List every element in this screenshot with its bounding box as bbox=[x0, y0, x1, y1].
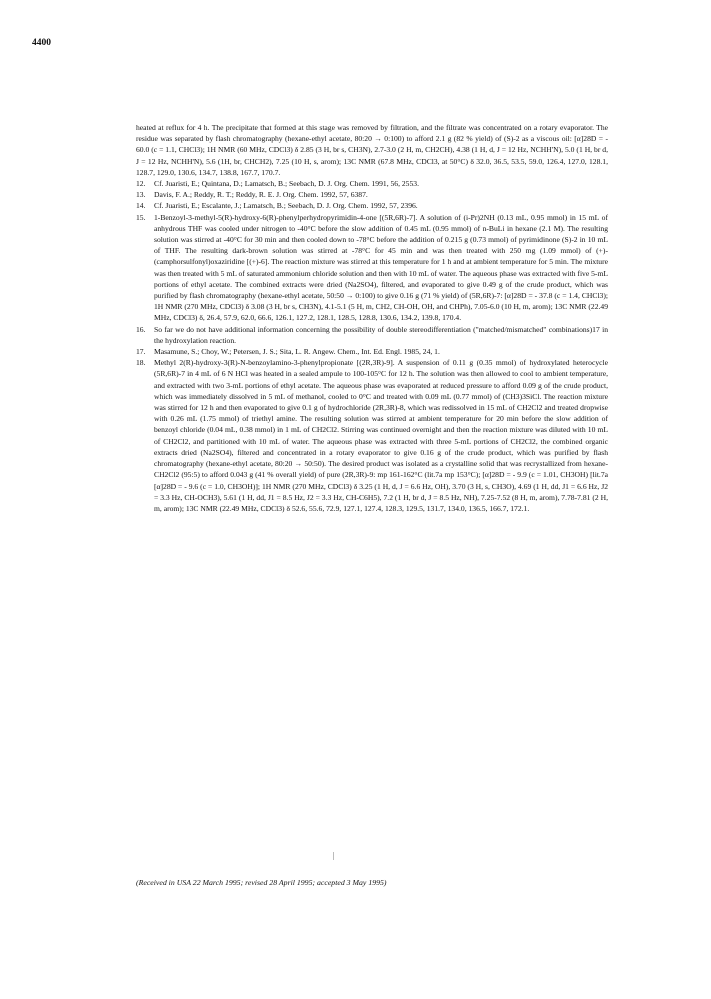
note-16 bbox=[136, 324, 608, 346]
note-12 bbox=[136, 178, 608, 189]
note-13 bbox=[136, 189, 608, 200]
page-number: 4400 bbox=[32, 38, 51, 48]
note-text: Masamune, S.; Choy, W.; Petersen, J. S.; Sita, L. R. Angew. Chem., Int. Ed. Engl. 1985, 24, 1. bbox=[154, 347, 440, 357]
note-text: So far we do not have additional information concerning the possibility of double stereodifferentiation ("matched/mismatched" combinations)17 in the hydroxylation reaction. bbox=[154, 324, 608, 345]
notes-body bbox=[136, 122, 608, 514]
note-number: 13. bbox=[136, 190, 146, 200]
note-number: 18. bbox=[136, 358, 146, 368]
continuation-paragraph: heated at reflux for 4 h. The precipitate that formed at this stage was removed by filtration, and the filtrate was concentrated on a rotary evaporator. The residue was separated by flash chromatography (hexane-ethyl acetate, 80:20 → 0:100) to afford 2.1 g (82 % yield) of (S)-2 as a viscous oil: [α]28D = - 60.0 (c = 1.1, CHCl3); 1H NMR (60 MHz, CDCl3) δ 2.85 (3 H, br s, CH3N), 2.7-3.0 (2 H, m, CH2CH), 4.38 (1 H, d, J = 12 Hz, NCHH'N), 5.0 (1 H, br d, J = 12 Hz, NCHH'N), 5.6 (1H, br, CHCH2), 7.25 (10 H, s, arom); 13C NMR (67.8 MHz, CDCl3, at 50°C) δ 32.0, 36.5, 53.5, 59.0, 126.4, 127.0, 128.1, 128.7, 129.0, 130.6, 134.7, 138.8, 167.7, 170.7. bbox=[136, 123, 608, 177]
note-18 bbox=[136, 357, 608, 514]
note-14 bbox=[136, 200, 608, 211]
note-text: Methyl 2(R)-hydroxy-3(R)-N-benzoylamino-3-phenylpropionate [(2R,3R)-9]. A suspension of 0.11 g (0.35 mmol) of hydroxylated heterocycle (5R,6R)-7 in 4 mL of 6 N HCl was heated in a sealed ampule to 100-105°C for 12 h. The solution was then allowed to cool to ambient temperature, and extracted with two 3-mL portions of ethyl acetate. The aqueous phase was evaporated at reduced pressure to afford 0.09 g of the crude product, which was immediately dissolved in 5 mL of methanol, cooled to 0°C and treated with 0.09 mL (0.77 mmol) of (CH3)3SiCl. The reaction mixture was stirred for 12 h and then evaporated to give 0.1 g of hydrochloride (2R,3R)-8, which was redissolved in 15 mL of CH2Cl2 and treated dropwise with 0.26 mL (1.75 mmol) of triethyl amine. The resulting solution was stirred at ambient temperature for 20 min before the slow addition of benzoyl chloride (0.04 mL, 0.38 mmol) in 1 mL of CH2Cl2. Stirring was continued overnight and then the reaction mixture was diluted with 10 mL of CH2Cl2, and partitioned with 10 mL of water. The aqueous phase was extracted with three 5-mL portions of CH2Cl2, the combined organic extracts dried (Na2SO4), filtered and concentrated in a rotary evaporator to give 0.16 g of the crude product, which was purified by flash chromatography (hexane-ethyl acetate, 80:20 → 50:50). The desired product was isolated as a crystalline solid that was recrystallized from hexane-CH2Cl2 (95:5) to afford 0.043 g (41 % overall yield) of pure (2R,3R)-9: mp 161-162°C (lit.7a mp 153°C); [α]28D = - 9.9 (c = 1.01, CH3OH) [lit.7a [α]28D = - 9.6 (c = 1.0, CH3OH)]; 1H NMR (270 MHz, CDCl3) δ 3.25 (1 H, d, J = 6.6 Hz, OH), 3.70 (3 H, s, CH3O), 4.69 (1 H, dd, J1 = 6.6 Hz, J2 = 3.3 Hz, CH-OCH3), 5.61 (1 H, dd, J1 = 8.5 Hz, J2 = 3.3 Hz, CH-C6H5), 7.2 (1 H, br d, J = 8.5 Hz, NH), 7.25-7.52 (8 H, m, arom), 7.78-7.81 (2 H, m, arom); 13C NMR (22.49 MHz, CDCl3) δ 52.6, 55.6, 72.9, 127.1, 127.4, 128.3, 129.5, 131.7, 134.0, 136.5, 166.7, 172.1. bbox=[154, 358, 608, 513]
note-number: 12. bbox=[136, 179, 146, 189]
note-15 bbox=[136, 212, 608, 324]
note-number: 15. bbox=[136, 212, 146, 222]
note-number: 14. bbox=[136, 201, 146, 211]
note-text: 1-Benzoyl-3-methyl-5(R)-hydroxy-6(R)-phenylperhydropyrimidin-4-one [(5R,6R)-7]. A solution of (i-Pr)2NH (0.13 mL, 0.95 mmol) in 15 mL of anhydrous THF was cooled under nitrogen to -40°C before the slow addition of 0.45 mL (0.95 mmol) of n-BuLi in hexane (2.1 M). The resulting solution was stirred at -40°C for 30 min and then cooled down to -78°C before the addition of 0.215 g (0.73 mmol) of pyrimidinone (S)-2 in 10 mL of THF. The resulting dark-brown solution was stirred at -78°C for 45 min and was then treated with 250 mg (1.09 mmol) of (+)-(camphorsulfonyl)oxaziridine [(+)-6]. The reaction mixture was stirred at this temperature for 1 h and at ambient temperature for 5 min. The mixture was then treated with 5 mL of saturated ammonium chloride solution and then with 10 mL of water. The aqueous phase was extracted with five 5-mL portions of ethyl acetate. The combined extracts were dried (Na2SO4), filtered, and evaporated to give 0.49 g of the crude product, which was purified by flash chromatography (hexane-ethyl acetate, 50:50 → 0:100) to give 0.16 g (71 % yield) of (5R,6R)-7: [α]28D = - 37.8 (c = 1.4, CHCl3); 1H NMR (270 MHz, CDCl3) δ 3.08 (3 H, br s, CH3N), 4.1-5.1 (5 H, m, CH2, CH-OH, OH, and CHPh), 7.05-6.0 (10 H, m, arom); 13C NMR (22.49 MHz, CDCl3) δ, 26.4, 57.9, 62.0, 66.6, 126.1, 127.2, 128.1, 128.5, 128.8, 130.6, 134.2, 139.8, 170.4. bbox=[154, 212, 608, 323]
note-17 bbox=[136, 346, 608, 357]
note-text: Cf. Juaristi, E.; Escalante, J.; Lamatsch, B.; Seebach, D. J. Org. Chem. 1992, 57, 2396. bbox=[154, 201, 418, 211]
note-text: Davis, F. A.; Reddy, R. T.; Reddy, R. E. J. Org. Chem. 1992, 57, 6387. bbox=[154, 190, 368, 200]
note-text: Cf. Juaristi, E.; Quintana, D.; Lamatsch, B.; Seebach, D. J. Org. Chem. 1991, 56, 2553. bbox=[154, 179, 419, 189]
note-number: 16. bbox=[136, 324, 146, 334]
note-number: 17. bbox=[136, 347, 146, 357]
received-dates: (Received in USA 22 March 1995; revised 28 April 1995; accepted 3 May 1995) bbox=[136, 878, 387, 887]
separator-mark bbox=[333, 852, 334, 860]
